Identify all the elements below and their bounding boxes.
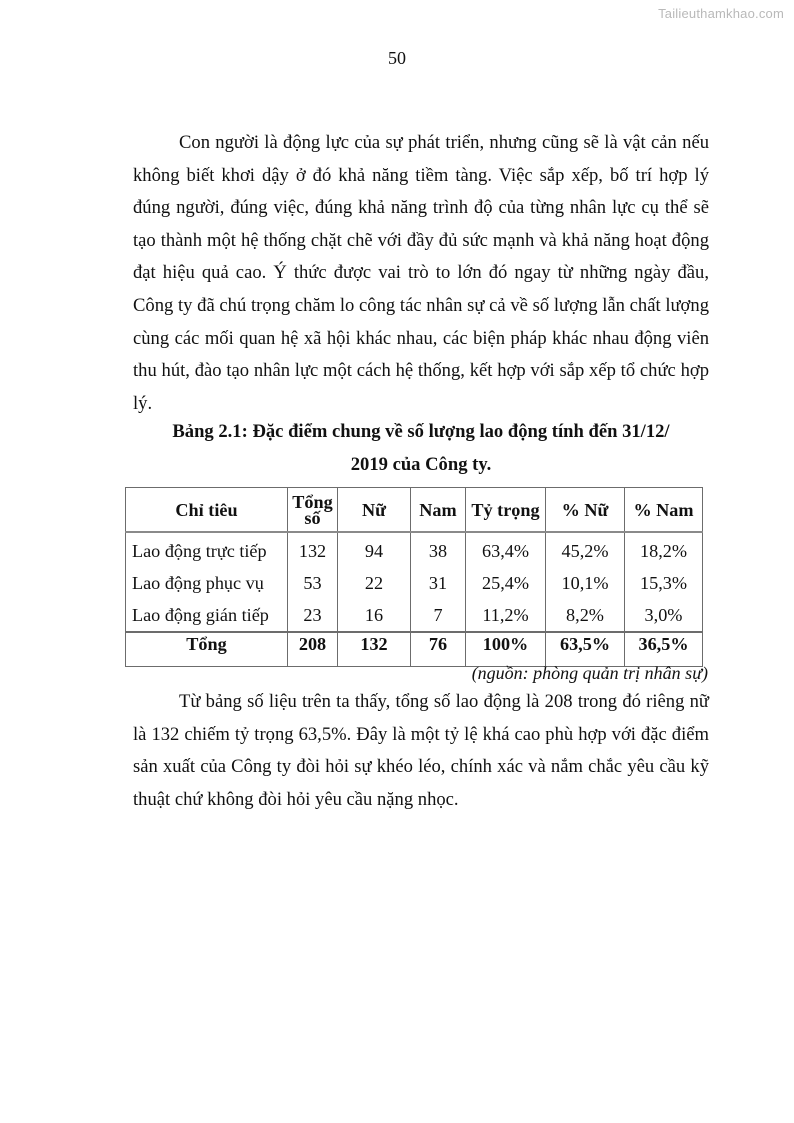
- total-nu: 132: [338, 632, 411, 667]
- total-pct-nam: 36,5%: [625, 632, 703, 667]
- table-caption-line-2: 2019 của Công ty.: [350, 454, 492, 475]
- cell-nam: 31: [411, 567, 466, 599]
- cell-tong-so: 23: [288, 599, 338, 632]
- cell-pct-nu: 8,2%: [546, 599, 625, 632]
- cell-pct-nu: 45,2%: [546, 532, 625, 567]
- cell-tong-so: 53: [288, 567, 338, 599]
- header-nu: Nữ: [338, 488, 411, 533]
- table-row: [126, 567, 703, 599]
- cell-pct-nu: 10,1%: [546, 567, 625, 599]
- row-label: Lao động gián tiếp: [126, 599, 288, 632]
- row-label: Lao động trực tiếp: [126, 532, 288, 567]
- row-label: Lao động phục vụ: [126, 567, 288, 599]
- cell-tong-so: 132: [288, 532, 338, 567]
- total-pct-nu: 63,5%: [546, 632, 625, 667]
- paragraph-intro: Con người là động lực của sự phát triển, nhưng cũng sẽ là vật cản nếu không biết khơi dậy ở đó khả năng tiềm tàng. Việc sắp xếp, bố trí hợp lý đúng người, đúng việc, đúng khả năng trình độ của từng nhân lực cụ thể sẽ tạo thành một hệ thống chặt chẽ với đầy đủ sức mạnh và khả năng hoạt động đạt hiệu quả cao. Ý thức được vai trò to lớn đó ngay từ những ngày đầu, Công ty đã chú trọng chăm lo công tác nhân sự cả về số lượng lẫn chất lượng cùng các mối quan hệ xã hội khác nhau, các biện pháp khác nhau động viên thu hút, đào tạo nhân lực một cách hệ thống, kết hợp với sắp xếp tổ chức hợp lý.: [133, 132, 709, 414]
- header-tong-so: Tổng số: [288, 488, 338, 533]
- total-nam: 76: [411, 632, 466, 667]
- watermark: Tailieuthamkhao.com: [658, 6, 784, 21]
- cell-ty-trong: 25,4%: [466, 567, 546, 599]
- cell-nu: 16: [338, 599, 411, 632]
- cell-nu: 94: [338, 532, 411, 567]
- table-row: [126, 532, 703, 567]
- table-header-row: [126, 488, 703, 533]
- cell-pct-nam: 15,3%: [625, 567, 703, 599]
- cell-ty-trong: 11,2%: [466, 599, 546, 632]
- cell-pct-nam: 3,0%: [625, 599, 703, 632]
- header-pct-nu: % Nữ: [546, 488, 625, 533]
- total-label: Tổng: [126, 632, 288, 667]
- paragraph-analysis: Từ bảng số liệu trên ta thấy, tổng số lao động là 208 trong đó riêng nữ là 132 chiếm tỷ trọng 63,5%. Đây là một tỷ lệ khá cao phù hợp với đặc điểm sản xuất của Công ty đòi hỏi sự khéo léo, chính xác và nắm chắc yêu cầu kỹ thuật chứ không đòi hỏi yêu cầu nặng nhọc.: [133, 691, 709, 810]
- cell-nam: 38: [411, 532, 466, 567]
- cell-ty-trong: 63,4%: [466, 532, 546, 567]
- table-source-note: (nguồn: phòng quản trị nhân sự): [471, 663, 708, 683]
- total-tong-so: 208: [288, 632, 338, 667]
- table-caption-line-1: Bảng 2.1: Đặc điểm chung về số lượng lao động tính đến 31/12/: [172, 421, 670, 442]
- table-row: [126, 599, 703, 632]
- header-nam: Nam: [411, 488, 466, 533]
- header-pct-nam: % Nam: [625, 488, 703, 533]
- cell-nu: 22: [338, 567, 411, 599]
- page-number: 50: [388, 48, 406, 68]
- header-ty-trong: Tỷ trọng: [466, 488, 546, 533]
- labor-statistics-table: [125, 487, 703, 667]
- header-chi-tieu: Chỉ tiêu: [126, 488, 288, 533]
- cell-nam: 7: [411, 599, 466, 632]
- total-ty-trong: 100%: [466, 632, 546, 667]
- cell-pct-nam: 18,2%: [625, 532, 703, 567]
